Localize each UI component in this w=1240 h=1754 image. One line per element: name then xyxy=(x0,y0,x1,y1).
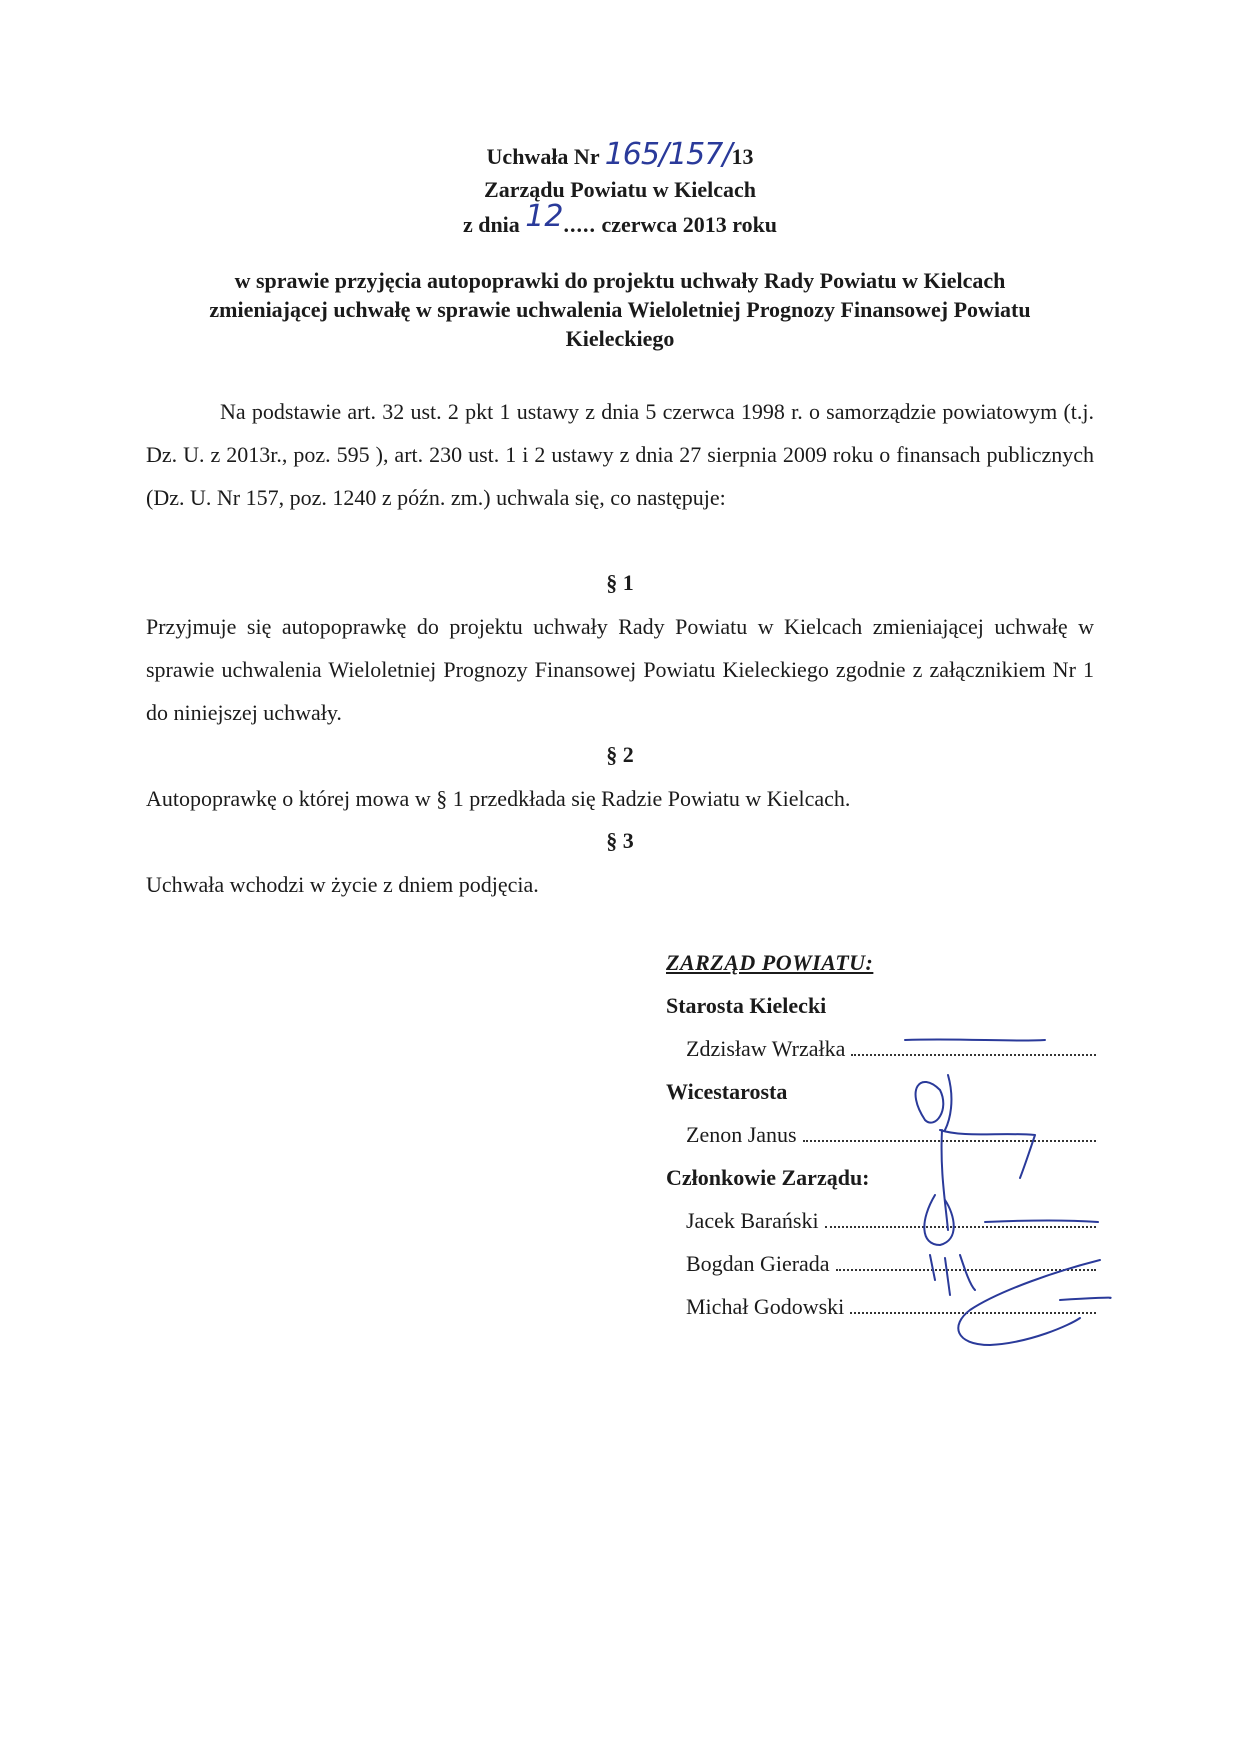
member-name: Michał Godowski xyxy=(686,1294,845,1319)
signature-leader-dots xyxy=(851,1054,1096,1056)
date-dots: ..... xyxy=(563,212,596,237)
wicestarosta-signature-line xyxy=(686,1122,1096,1148)
member-name: Bogdan Gierada xyxy=(686,1251,830,1276)
section-2-heading: § 2 xyxy=(606,742,634,767)
members-role: Członkowie Zarządu: xyxy=(666,1165,870,1190)
member-signature-line xyxy=(686,1208,1096,1234)
wicestarosta-role: Wicestarosta xyxy=(666,1079,788,1104)
section-3-heading: § 3 xyxy=(606,828,634,853)
section-1-text: Przyjmuje się autopoprawkę do projektu uchwały Rady Powiatu w Kielcach zmieniającej uchwałę w sprawie uchwalenia Wieloletniej Prognozy Finansowej Powiatu Kieleckiego zgodnie z załącznikiem Nr 1 do niniejszej uchwały. xyxy=(146,614,1094,725)
date-rest: czerwca 2013 roku xyxy=(601,212,778,237)
section-2-text: Autopoprawkę o której mowa w § 1 przedkłada się Radzie Powiatu w Kielcach. xyxy=(146,786,851,811)
date-day-handwritten: 12 xyxy=(525,199,564,234)
resolution-subject xyxy=(140,266,1100,353)
resolution-date-line xyxy=(0,199,1240,241)
starosta-name: Zdzisław Wrzałka xyxy=(686,1036,846,1061)
board-title: ZARZĄD POWIATU: xyxy=(666,950,874,975)
resolution-number-handwritten: 165/157/ xyxy=(604,137,732,172)
signature-stroke-wicestarosta xyxy=(916,1075,1035,1230)
starosta-signature-line xyxy=(686,1036,1096,1062)
wicestarosta-name: Zenon Janus xyxy=(686,1122,797,1147)
resolution-prefix: Uchwała Nr xyxy=(486,144,600,169)
section-3-text: Uchwała wchodzi w życie z dniem podjęcia. xyxy=(146,872,539,897)
signature-leader-dots xyxy=(850,1312,1096,1314)
preamble-paragraph: Na podstawie art. 32 ust. 2 pkt 1 ustawy z dnia 5 czerwca 1998 r. o samorządzie powiatowym (t.j. Dz. U. z 2013r., poz. 595 ), art. 230 ust. 1 i 2 ustawy z dnia 27 sierpnia 2009 roku o finansach publicznych (Dz. U. Nr 157, poz. 1240 z późn. zm.) uchwala się, co następuje: xyxy=(146,399,1094,510)
subject-line-1: w sprawie przyjęcia autopoprawki do projektu uchwały Rady Powiatu w Kielcach xyxy=(234,268,1006,293)
starosta-role: Starosta Kielecki xyxy=(666,993,827,1018)
signature-leader-dots xyxy=(803,1140,1096,1142)
date-prefix: z dnia xyxy=(462,212,520,237)
resolution-year-suffix: 13 xyxy=(731,144,754,169)
resolution-number-line xyxy=(0,138,1240,173)
member-name: Jacek Barański xyxy=(686,1208,819,1233)
signature-leader-dots xyxy=(836,1269,1096,1271)
subject-line-3: Kieleckiego xyxy=(565,326,675,351)
subject-line-2: zmieniającej uchwałę w sprawie uchwalenia Wieloletniej Prognozy Finansowej Powiatu xyxy=(209,297,1031,322)
member-signature-line xyxy=(686,1251,1096,1277)
signature-leader-dots xyxy=(825,1226,1096,1228)
resolution-authority: Zarządu Powiatu w Kielcach xyxy=(484,177,756,202)
member-signature-line xyxy=(686,1294,1096,1320)
resolution-header xyxy=(0,138,1240,241)
section-1-heading: § 1 xyxy=(606,570,634,595)
